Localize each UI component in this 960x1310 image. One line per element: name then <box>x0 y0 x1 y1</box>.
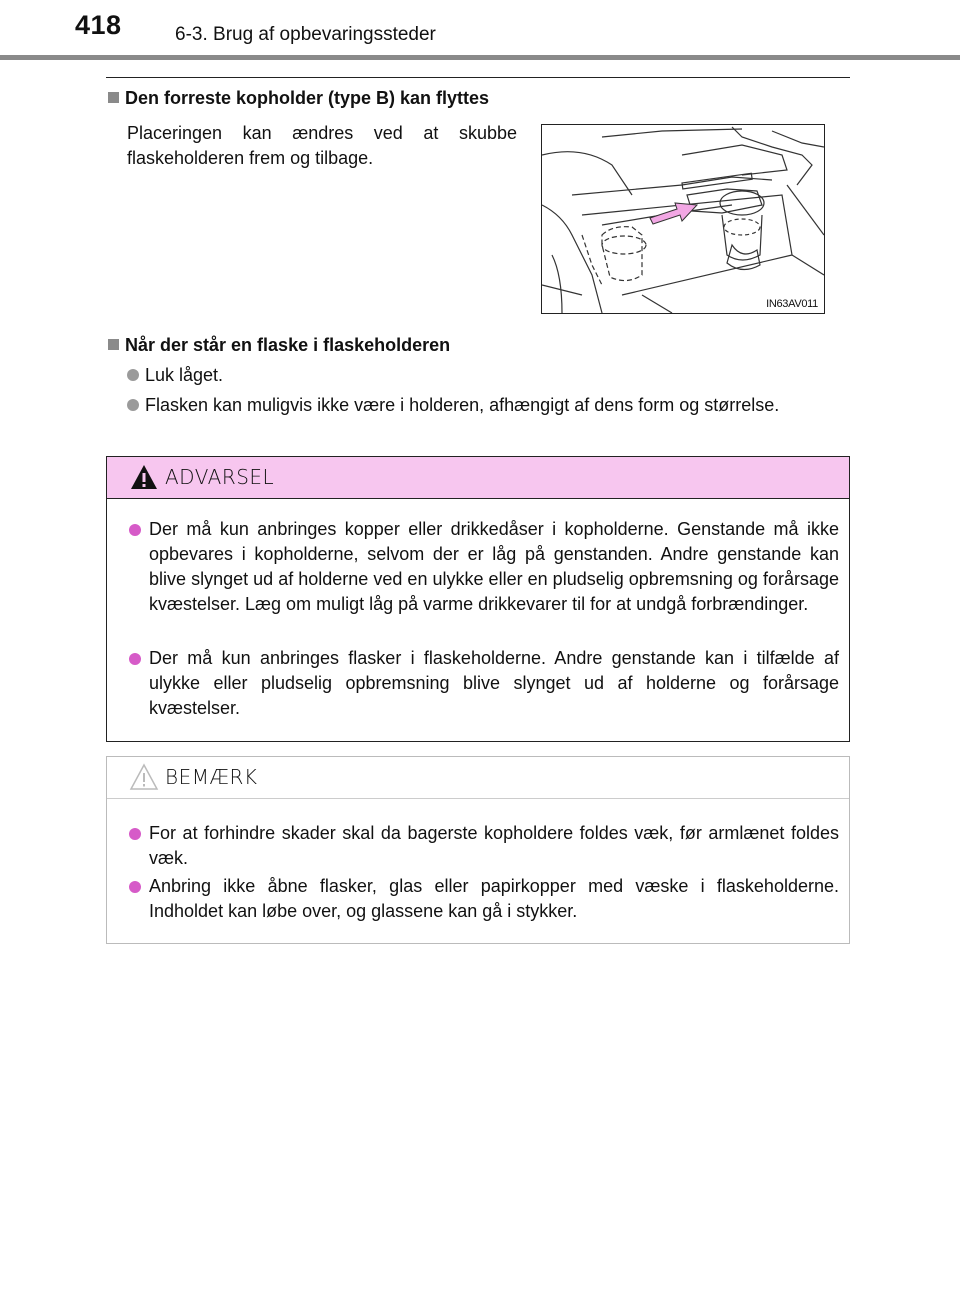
page-number: 418 <box>75 10 122 40</box>
note-item <box>129 874 839 924</box>
bullet-dot-icon <box>127 369 139 381</box>
note-item <box>129 821 839 871</box>
section-divider <box>106 77 850 78</box>
list-item-text: Luk låget. <box>145 365 224 385</box>
list-item <box>127 392 787 418</box>
warning-box <box>106 456 850 742</box>
section-heading-text: Den forreste kopholder (type B) kan flyttes <box>125 88 490 108</box>
bullet-dot-icon <box>129 881 141 893</box>
list-item <box>127 362 223 388</box>
bullet-dot-icon <box>129 828 141 840</box>
section-heading-bottle-in-holder <box>108 335 450 356</box>
chapter-title: 6-3. Brug af opbevaringssteder <box>175 24 436 45</box>
note-item-text: Anbring ikke åbne flasker, glas eller papirkopper med væske i flaskeholderne. Indholdet kan løbe over, og glassene kan gå i stykker. <box>149 876 839 921</box>
list-item-text: Flasken kan muligvis ikke være i holderen, afhængigt af dens form og størrelse. <box>145 395 780 415</box>
square-marker-icon <box>108 92 119 103</box>
section-heading-movable-cupholder <box>108 88 489 109</box>
square-marker-icon <box>108 339 119 350</box>
warning-triangle-icon <box>129 462 159 492</box>
section-body-text: Placeringen kan ændres ved at skubbe flaskeholderen frem og tilbage. <box>127 123 517 168</box>
cupholder-illustration <box>541 124 825 314</box>
cupholder-drawing <box>542 125 824 313</box>
warning-item-text: Der må kun anbringes kopper eller drikkedåser i kopholderne. Genstande må ikke opbevares i kopholderne, selvom der er låg på genstanden. Andre genstande kan blive slynget ud af holderne ved en ulykke eller en pludselig opbremsning og forårsage kvæstelser. Læg om muligt låg på varme drikkevarer til for at undgå forbrændinger. <box>149 519 839 614</box>
section-heading-text: Når der står en flaske i flaskeholderen <box>125 335 451 355</box>
warning-item <box>129 646 839 721</box>
caution-triangle-icon <box>129 762 159 792</box>
warning-header <box>107 457 849 499</box>
header-rule <box>0 55 960 60</box>
figure-code: IN63AV011 <box>766 298 818 310</box>
note-item-text: For at forhindre skader skal da bagerste kopholdere foldes væk, før armlænet foldes væk. <box>149 823 839 868</box>
bullet-dot-icon <box>129 653 141 665</box>
note-title: BEMÆRK <box>165 765 258 789</box>
bullet-dot-icon <box>129 524 141 536</box>
warning-item-text: Der må kun anbringes flasker i flaskeholderne. Andre genstande kan i tilfælde af ulykke eller pludselig opbremsning blive slynget ud af holderne og forårsage kvæstelser. <box>149 648 839 718</box>
warning-title: ADVARSEL <box>165 465 275 489</box>
note-box <box>106 756 850 944</box>
bullet-dot-icon <box>127 399 139 411</box>
note-header <box>107 757 849 799</box>
warning-item <box>129 517 839 617</box>
